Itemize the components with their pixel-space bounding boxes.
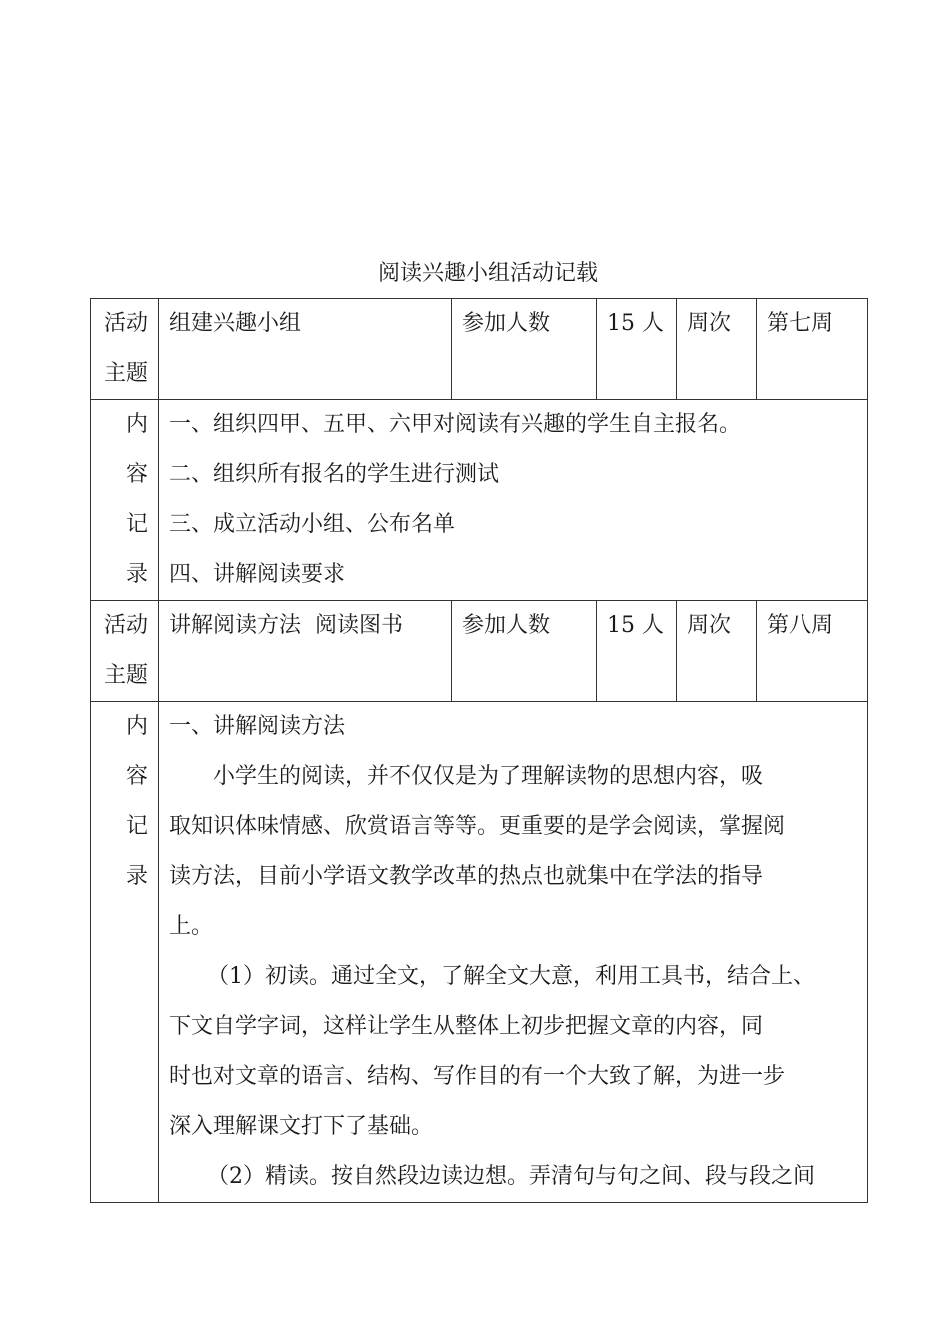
- participants-value: 15 人: [597, 601, 677, 702]
- participants-label: 参加人数: [452, 601, 597, 702]
- content-line: 下文自学字词，这样让学生从整体上初步把握文章的内容，同: [169, 1014, 764, 1039]
- content-line: 取知识体味情感、欣赏语言等等。更重要的是学会阅读，掌握阅: [169, 814, 786, 839]
- record-label: 内 容 记 录: [91, 400, 159, 601]
- theme-label: 活动 主题: [91, 601, 159, 702]
- content-line: 三、成立活动小组、公布名单: [169, 512, 456, 537]
- week-value: 第七周: [757, 299, 868, 400]
- content-line: 一、组织四甲、五甲、六甲对阅读有兴趣的学生自主报名。: [169, 412, 742, 437]
- record-content: [159, 400, 868, 601]
- theme-label: 活动 主题: [91, 299, 159, 400]
- page-title: 阅读兴趣小组活动记载: [377, 261, 598, 286]
- meta-row-week8: [91, 601, 868, 702]
- content-line: 四、讲解阅读要求: [169, 562, 346, 587]
- content-line: 上。: [169, 914, 214, 939]
- content-line: （1）初读。通过全文，了解全文大意，利用工具书，结合上、: [207, 964, 815, 989]
- meta-row-week7: [91, 299, 868, 400]
- content-row-week7: [91, 400, 868, 601]
- record-content: [159, 702, 868, 1203]
- content-row-week8: [91, 702, 868, 1203]
- participants-value: 15 人: [597, 299, 677, 400]
- record-label: 内 容 记 录: [91, 702, 159, 1203]
- week-label: 周次: [677, 299, 757, 400]
- week-label: 周次: [677, 601, 757, 702]
- week-value: 第八周: [757, 601, 868, 702]
- content-line: 小学生的阅读，并不仅仅是为了理解读物的思想内容，吸: [213, 764, 764, 789]
- theme-value: 讲解阅读方法 阅读图书: [159, 601, 452, 702]
- content-line: 深入理解课文打下了基础。: [169, 1114, 434, 1139]
- theme-value: 组建兴趣小组: [159, 299, 452, 400]
- participants-label: 参加人数: [452, 299, 597, 400]
- content-line: 一、讲解阅读方法: [169, 714, 346, 739]
- content-line: 读方法，目前小学语文教学改革的热点也就集中在学法的指导: [169, 864, 764, 889]
- content-line: 二、组织所有报名的学生进行测试: [169, 462, 500, 487]
- activity-record-table: [90, 298, 868, 1203]
- content-line: 时也对文章的语言、结构、写作目的有一个大致了解，为进一步: [169, 1064, 786, 1089]
- content-line: （2）精读。按自然段边读边想。弄清句与句之间、段与段之间: [207, 1164, 815, 1189]
